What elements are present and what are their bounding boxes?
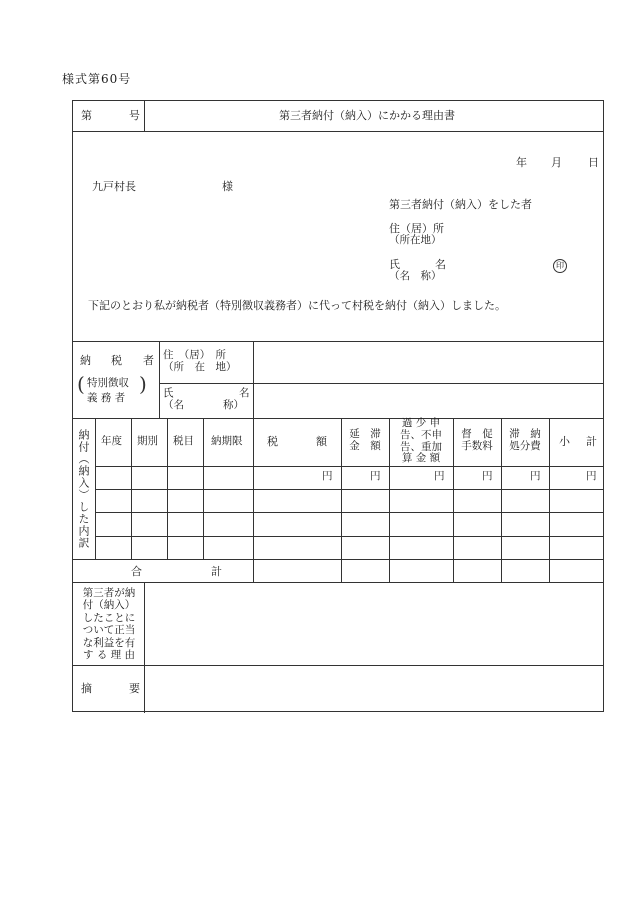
yen-excess: 円 — [434, 470, 445, 482]
header-subtotal-2: 計 — [586, 435, 597, 448]
rule-col-excess — [453, 418, 454, 582]
payer-address-label: 住（居）所 — [389, 222, 444, 235]
header-type: 期別 — [137, 435, 158, 447]
remarks-label-2: 要 — [129, 682, 140, 695]
rule-col-tax — [341, 418, 342, 582]
reason-line-6: す る 理 由 — [82, 648, 135, 661]
header-urge — [455, 429, 499, 453]
reason-line-3: したことに — [82, 611, 136, 624]
payer-name-label-2: 名 — [435, 258, 446, 271]
rule-taxpayer-label — [159, 341, 160, 418]
form-number: 様式第60号 — [62, 72, 132, 86]
date-year: 年 — [516, 156, 527, 169]
rule-bottom-labels — [144, 582, 145, 713]
reason-label — [76, 587, 142, 661]
payer-heading: 第三者納付（納入）をした者 — [389, 198, 532, 211]
rule-total-bottom — [73, 582, 603, 583]
taxpayer-label-2: 税 — [111, 354, 122, 367]
taxpayer-sub-1: 特別徴収 — [87, 377, 129, 389]
rule-col-type — [167, 418, 168, 559]
yen-subtotal: 円 — [586, 470, 597, 482]
yen-urge: 円 — [482, 470, 493, 482]
header-delay-2: 金 額 — [349, 439, 381, 452]
statement: 下記のとおり私が納税者（特別徴収義務者）に代って村税を納付（納入）しました。 — [88, 299, 506, 312]
payer-name-label-1: 氏 — [389, 258, 400, 271]
taxpayer-sub-2: 義 務 者 — [87, 392, 126, 404]
taxpayer-address-2: （所 在 地） — [163, 361, 237, 373]
rule-table-header — [95, 466, 603, 467]
paren-close-icon: ) — [139, 372, 147, 396]
seal-icon: 印 — [553, 259, 567, 273]
taxpayer-address-1: 住 （居） 所 — [163, 349, 226, 361]
reason-line-5: な利益を有 — [82, 636, 136, 649]
rule-col-year — [131, 418, 132, 559]
rule-header-divider — [144, 101, 145, 131]
paren-open-icon: ( — [77, 372, 85, 396]
header-due: 納期限 — [211, 435, 243, 447]
rule-side — [95, 418, 96, 559]
reason-line-4: ついて正当 — [82, 624, 136, 637]
addressee-honorific: 様 — [222, 180, 233, 193]
reason-form — [72, 100, 604, 712]
header-item: 税目 — [173, 435, 194, 447]
rule-row-1 — [95, 489, 603, 490]
rule-total-top — [73, 559, 603, 560]
number-suffix: 号 — [129, 109, 140, 122]
header-excess-1: 過 少 申 — [401, 417, 441, 429]
yen-delay: 円 — [370, 470, 381, 482]
reason-line-2: 付（納入） — [82, 599, 136, 612]
rule-reason-bottom — [73, 665, 603, 666]
rule-col-item — [203, 418, 204, 559]
reason-line-1: 第三者が納 — [82, 587, 136, 599]
total-label-2: 計 — [211, 565, 222, 578]
taxpayer-label-1: 納 — [80, 354, 91, 367]
taxpayer-name-1: 氏 — [163, 387, 174, 399]
header-excess — [391, 418, 451, 465]
taxpayer-name-3: （名 — [163, 399, 184, 411]
header-delay — [345, 429, 385, 453]
breakdown-side-label: 納付（納入）した内訳 — [77, 429, 90, 549]
rule-header — [73, 131, 603, 132]
header-excess-2: 告、不申 — [400, 428, 442, 441]
header-delay-1: 延 滞 — [349, 428, 381, 440]
header-urge-2: 手数料 — [461, 439, 493, 452]
rule-col-delay — [389, 418, 390, 582]
form-title: 第三者納付（納入）にかかる理由書 — [279, 109, 455, 122]
addressee-name: 九戸村長 — [92, 180, 136, 193]
date-month: 月 — [551, 156, 562, 169]
payer-address-sub: （所在地） — [389, 234, 442, 246]
header-arrear-1: 滞 納 — [509, 428, 541, 440]
yen-arrear: 円 — [530, 470, 541, 482]
rule-taxpayer-field — [253, 341, 254, 418]
rule-col-urge — [501, 418, 502, 582]
rule-upper — [73, 341, 603, 342]
header-tax-1: 税 — [267, 435, 278, 448]
remarks-label-1: 摘 — [81, 682, 92, 695]
header-excess-4: 算 金 額 — [401, 452, 441, 465]
number-prefix: 第 — [81, 109, 92, 122]
header-tax-2: 額 — [316, 435, 327, 448]
taxpayer-label-3: 者 — [143, 354, 154, 367]
header-excess-3: 告、重加 — [400, 440, 442, 453]
rule-col-arrear — [549, 418, 550, 582]
header-subtotal-1: 小 — [559, 435, 570, 448]
yen-tax: 円 — [322, 470, 333, 482]
rule-taxpayer-bottom — [73, 418, 603, 419]
header-urge-1: 督 促 — [461, 428, 493, 440]
header-year: 年度 — [101, 435, 122, 447]
header-arrear-2: 処分費 — [509, 439, 541, 452]
rule-taxpayer-mid — [159, 383, 603, 384]
payer-name-sub: （名 称） — [389, 270, 442, 282]
rule-col-due — [253, 418, 254, 582]
rule-row-2 — [95, 512, 603, 513]
taxpayer-name-4: 称） — [223, 399, 244, 411]
taxpayer-name-2: 名 — [239, 387, 250, 399]
total-label-1: 合 — [131, 565, 142, 578]
header-arrear — [503, 429, 547, 453]
date-day: 日 — [588, 156, 599, 169]
rule-row-3 — [95, 536, 603, 537]
